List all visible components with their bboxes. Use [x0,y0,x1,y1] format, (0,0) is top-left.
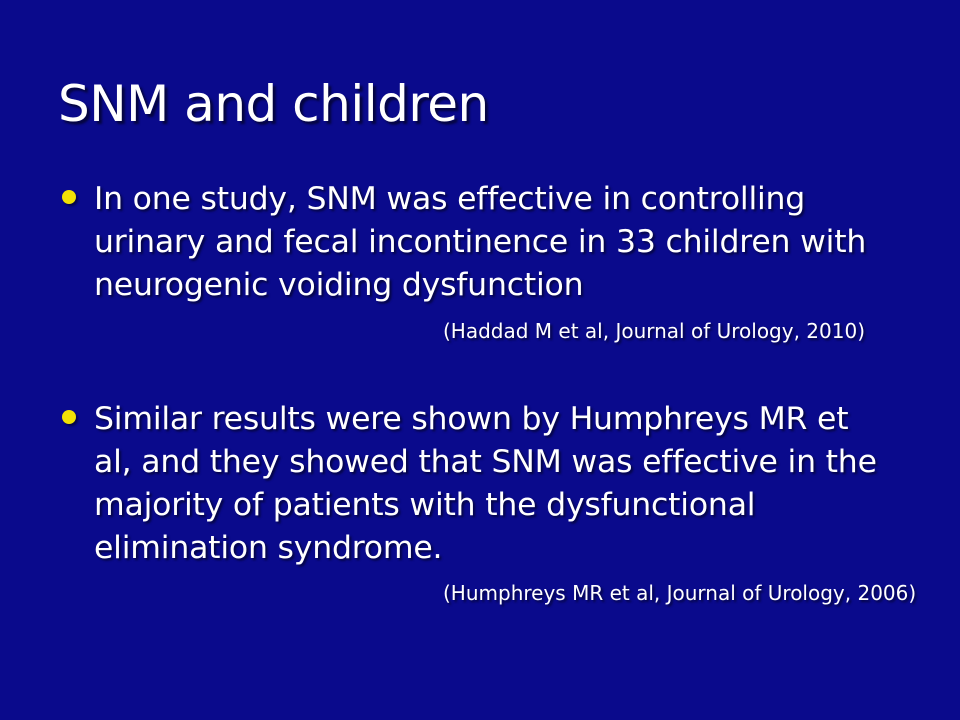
slide-title: SNM and children [58,75,489,133]
citation: (Humphreys MR et al, Journal of Urology, 2006) [443,581,917,605]
bullet-row [58,178,908,307]
bullet-text: Similar results were shown by Humphreys MR et al, and they showed that SNM was effective in the majority of patients with the dysfunctional elimination syndrome. [94,401,877,566]
bullet-item [58,398,908,570]
bullet-item [58,178,908,307]
bullet-dot-icon [62,410,76,424]
citation: (Haddad M et al, Journal of Urology, 2010) [443,319,866,343]
bullet-text: In one study, SNM was effective in controlling urinary and fecal incontinence in 33 children with neurogenic voiding dysfunction [94,181,867,303]
bullet-row [58,398,908,570]
bullet-dot-icon [62,190,76,204]
